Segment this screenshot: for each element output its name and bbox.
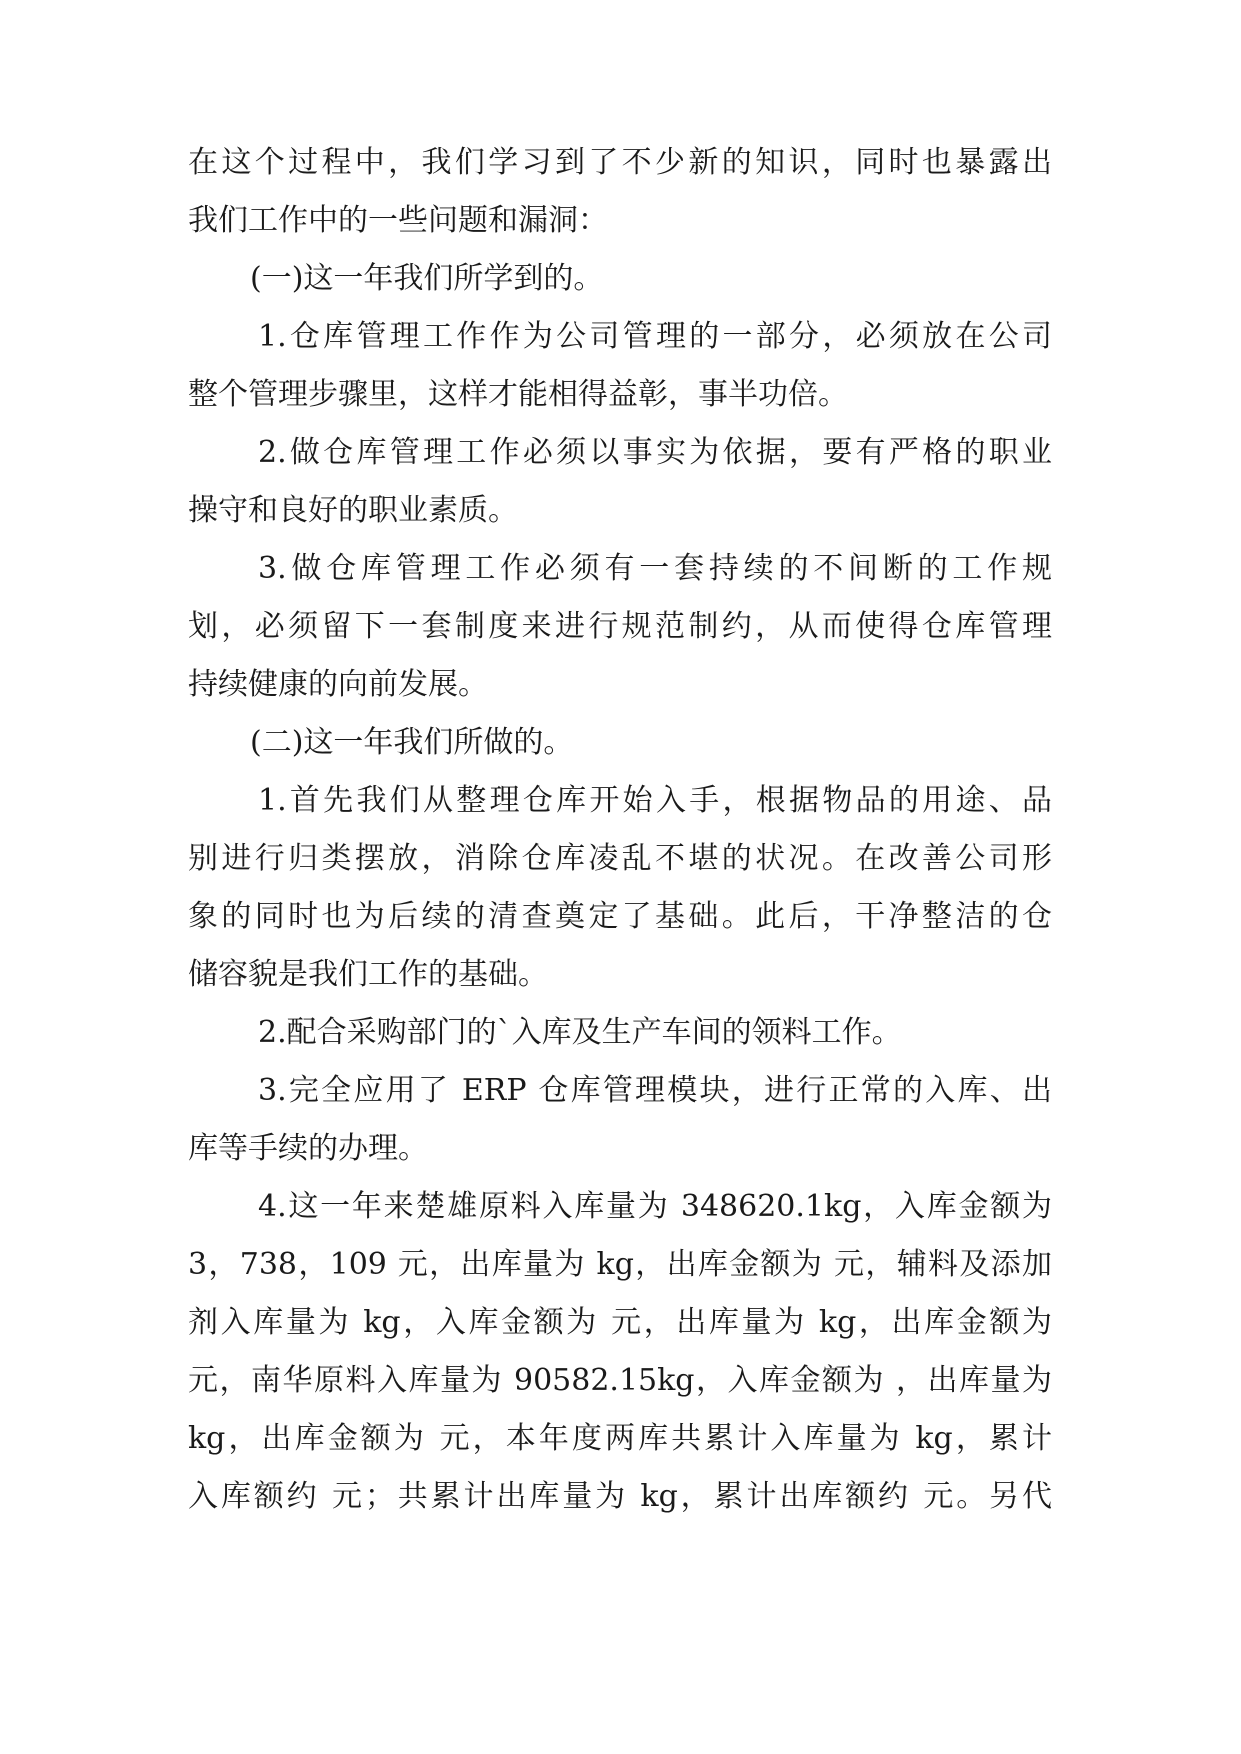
section-heading-2: (二)这一年我们所做的。 (250, 725, 574, 760)
list-item-line: 象的同时也为后续的清查奠定了基础。此后，干净整洁的仓 (188, 899, 1052, 934)
list-item-line: 操守和良好的职业素质。 (188, 493, 518, 528)
section-heading-1: (一)这一年我们所学到的。 (250, 261, 604, 296)
paragraph-line: 我们工作中的一些问题和漏洞： (188, 203, 608, 238)
list-item-line: 3.做仓库管理工作必须有一套持续的不间断的工作规 (258, 551, 1052, 586)
list-item-line: 库等手续的办理。 (188, 1131, 428, 1166)
list-item-line: 元，南华原料入库量为 90582.15kg，入库金额为 ，出库量为 (188, 1363, 1052, 1398)
list-item-line: 持续健康的向前发展。 (188, 667, 488, 702)
list-item-line: 1.首先我们从整理仓库开始入手，根据物品的用途、品 (258, 783, 1052, 818)
list-item-line: 别进行归类摆放，消除仓库凌乱不堪的状况。在改善公司形 (188, 841, 1052, 876)
list-item-line: 划，必须留下一套制度来进行规范制约，从而使得仓库管理 (188, 609, 1052, 644)
list-item-line: 2.配合采购部门的`入库及生产车间的领料工作。 (258, 1015, 902, 1050)
list-item-line: 3，738，109 元，出库量为 kg，出库金额为 元，辅料及添加 (188, 1247, 1052, 1282)
paragraph-line: 在这个过程中，我们学习到了不少新的知识，同时也暴露出 (188, 145, 1052, 180)
list-item-line: kg，出库金额为 元，本年度两库共累计入库量为 kg，累计 (188, 1421, 1052, 1456)
list-item-line: 1.仓库管理工作作为公司管理的一部分，必须放在公司 (258, 319, 1052, 354)
list-item-line: 2.做仓库管理工作必须以事实为依据，要有严格的职业 (258, 435, 1052, 470)
list-item-line: 储容貌是我们工作的基础。 (188, 957, 548, 992)
list-item-line: 4.这一年来楚雄原料入库量为 348620.1kg，入库金额为 (258, 1189, 1052, 1224)
list-item-line: 3.完全应用了 ERP 仓库管理模块，进行正常的入库、出 (258, 1073, 1052, 1108)
list-item-line: 整个管理步骤里，这样才能相得益彰，事半功倍。 (188, 377, 848, 412)
list-item-line: 入库额约 元；共累计出库量为 kg，累计出库额约 元。另代 (188, 1479, 1052, 1514)
list-item-line: 剂入库量为 kg，入库金额为 元，出库量为 kg，出库金额为 (188, 1305, 1052, 1340)
